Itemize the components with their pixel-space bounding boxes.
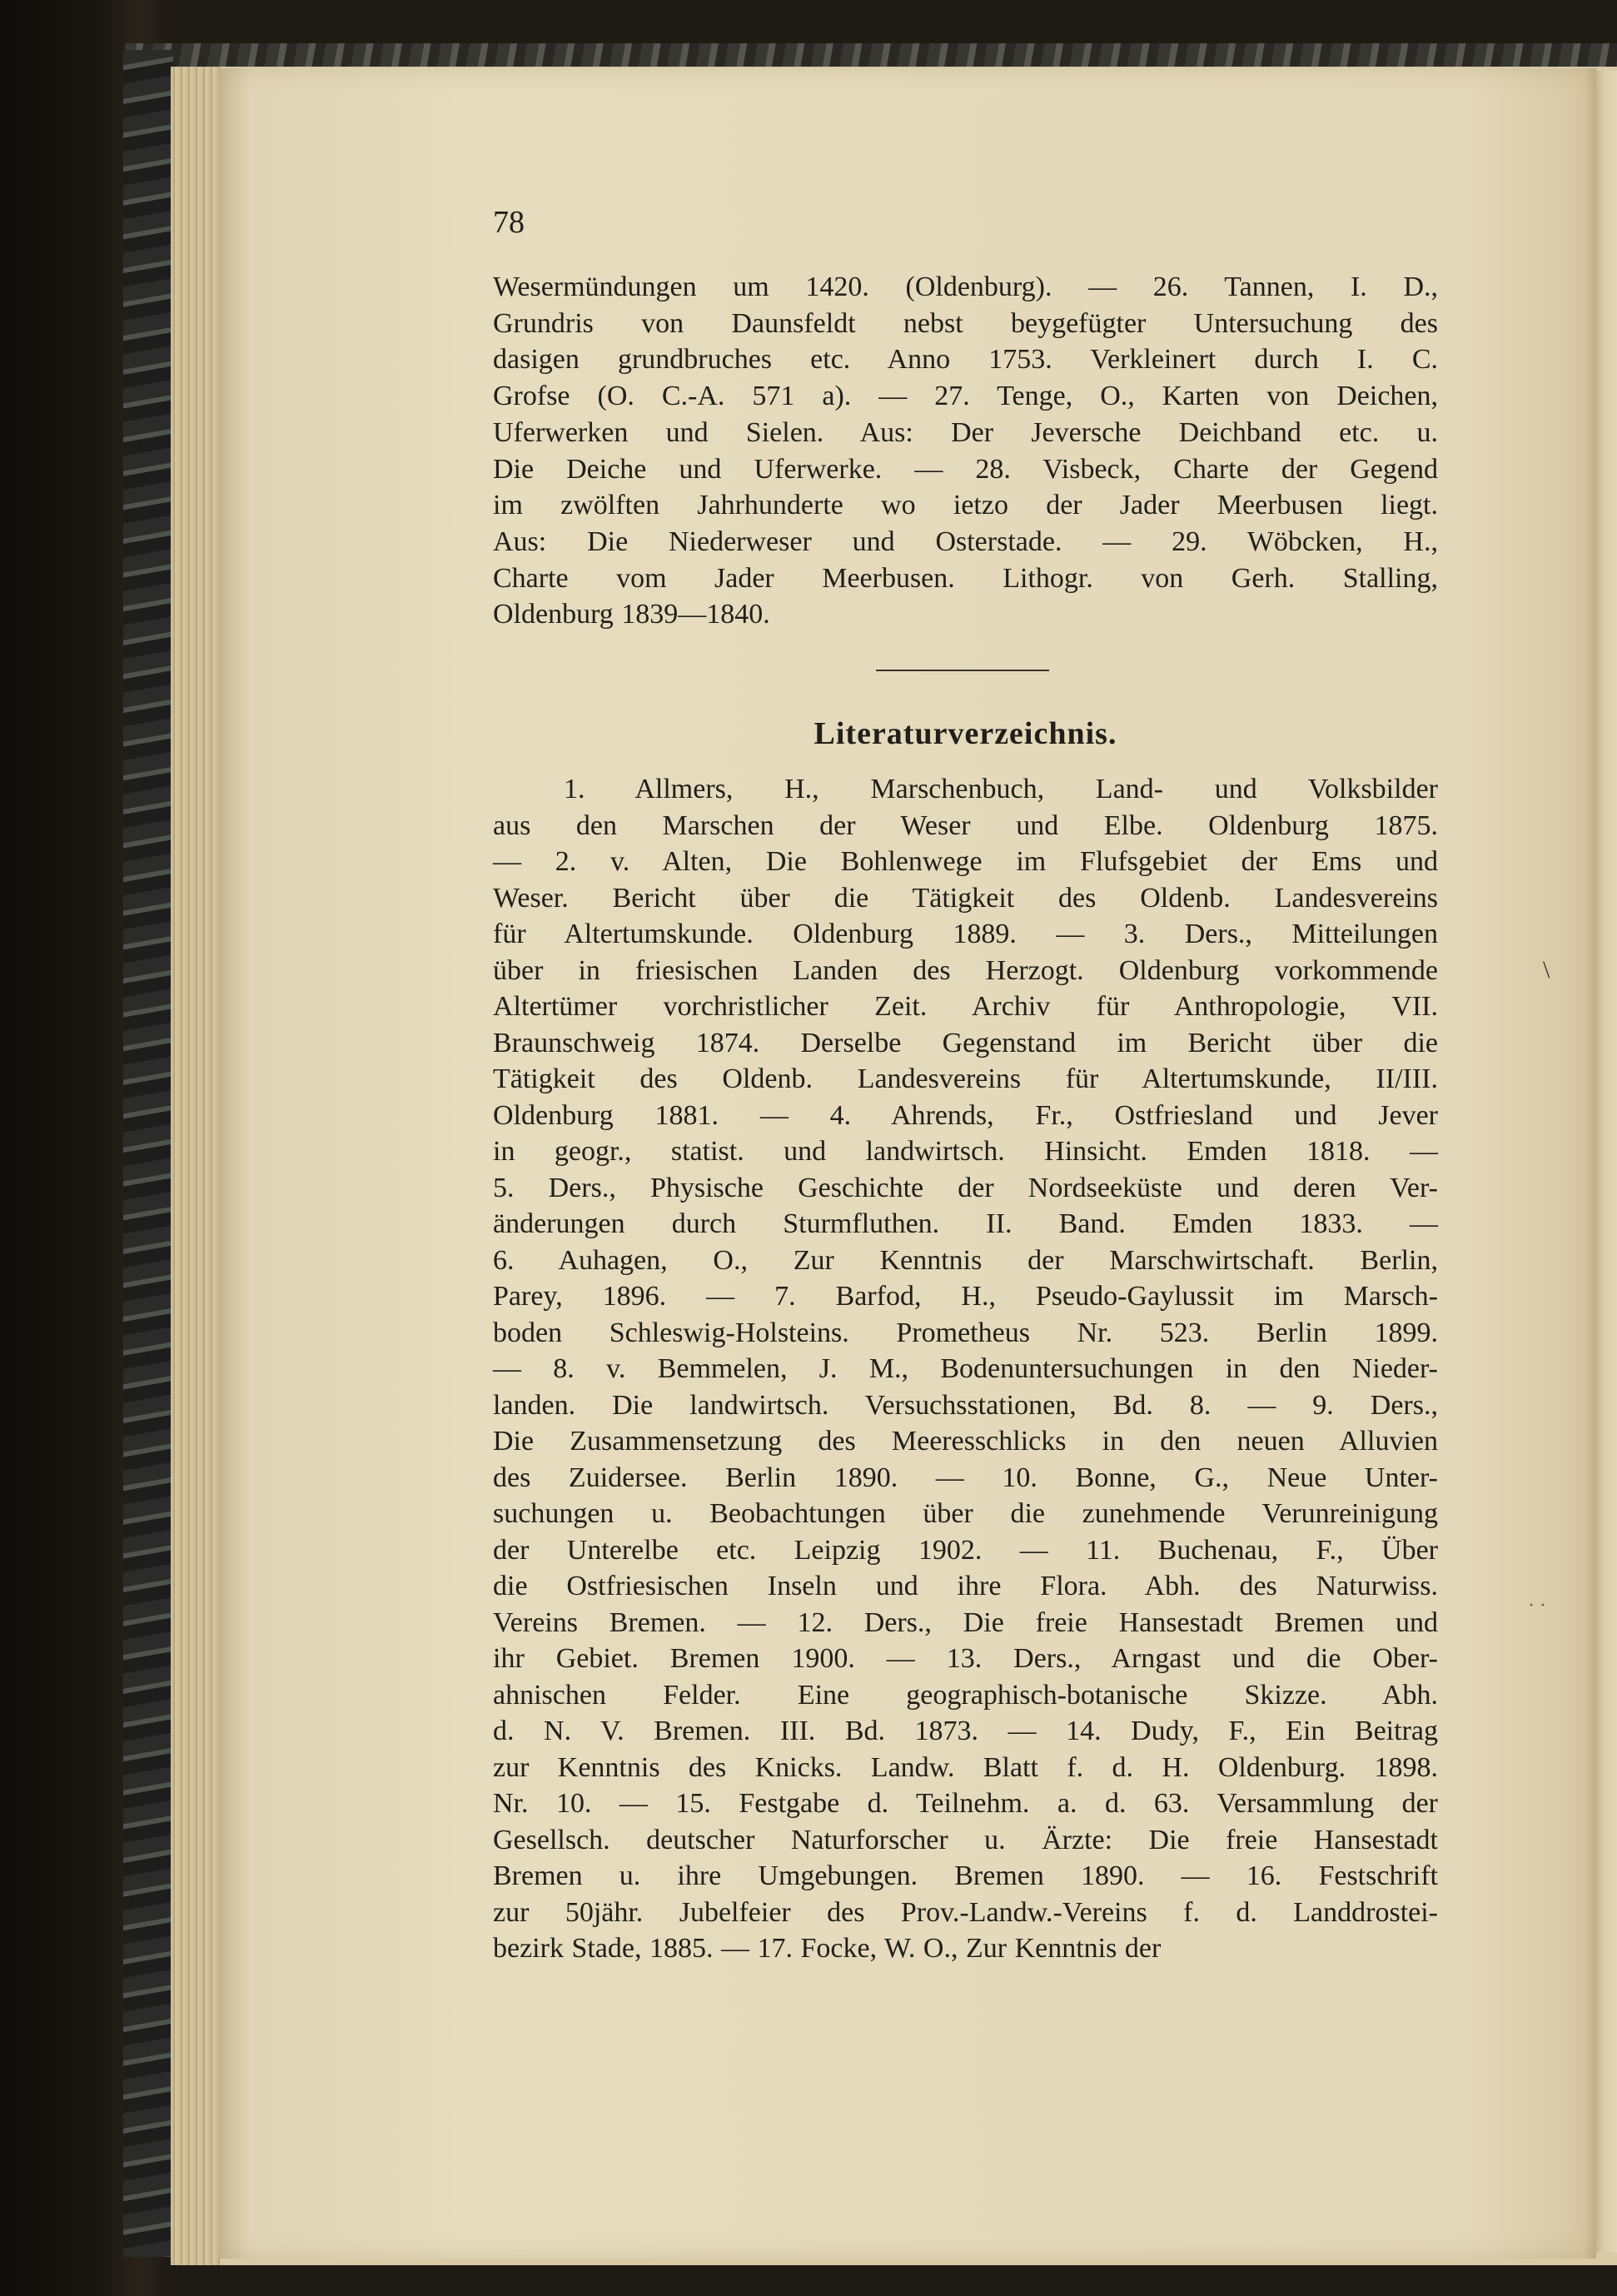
text-line: über in friesischen Landen des Herzogt. Oldenburg vorkommende — [493, 954, 1438, 986]
text-line: zur Kenntnis des Knicks. Landw. Blatt f. d. H. Oldenburg. 1898. — [493, 1751, 1438, 1783]
text-line: des Zuidersee. Berlin 1890. — 10. Bonne, G., Neue Unter- — [493, 1462, 1438, 1493]
text-line: aus den Marschen der Weser und Elbe. Oldenburg 1875. — [493, 809, 1438, 841]
section-divider — [876, 670, 1049, 671]
text-line: Oldenburg 1881. — 4. Ahrends, Fr., Ostfriesland und Jever — [493, 1099, 1438, 1131]
text-line: landen. Die landwirtsch. Versuchsstationen, Bd. 8. — 9. Ders., — [493, 1389, 1438, 1421]
text-line: Uferwerken und Sielen. Aus: Der Jeversche Deichband etc. u. — [493, 416, 1438, 448]
text-line: — 2. v. Alten, Die Bohlenwege im Flufsgebiet der Ems und — [493, 846, 1438, 877]
text-line: 6. Auhagen, O., Zur Kenntnis der Marschwirtschaft. Berlin, — [493, 1244, 1438, 1276]
text-line: Vereins Bremen. — 12. Ders., Die freie Hansestadt Bremen und — [493, 1606, 1438, 1638]
text-line: im zwölften Jahrhunderte wo ietzo der Jader Meerbusen liegt. — [493, 490, 1438, 521]
text-line: Tätigkeit des Oldenb. Landesvereins für Altertumskunde, II/III. — [493, 1063, 1438, 1094]
text-line: dasigen grundbruches etc. Anno 1753. Verkleinert durch I. C. — [493, 344, 1438, 376]
text-line: d. N. V. Bremen. III. Bd. 1873. — 14. Dudy, F., Ein Beitrag — [493, 1716, 1438, 1746]
text-line: Charte vom Jader Meerbusen. Lithogr. von Gerh. Stalling, — [493, 562, 1438, 594]
text-line: 1. Allmers, H., Marschenbuch, Land- und Volksbilder — [564, 774, 1438, 804]
text-line: die Ostfriesischen Inseln und ihre Flora. Abh. des Naturwiss. — [493, 1571, 1438, 1601]
text-line: suchungen u. Beobachtungen über die zunehmende Verunreinigung — [493, 1498, 1438, 1529]
margin-mark: \ — [1543, 956, 1550, 984]
text-line: Grundris von Daunsfeldt nebst beygefügter Untersuchung des — [493, 307, 1438, 339]
text-line: Grofse (O. C.-A. 571 a). — 27. Tenge, O., Karten von Deichen, — [493, 381, 1438, 412]
section-heading: Literaturverzeichnis. — [813, 716, 1117, 751]
text-line: ihr Gebiet. Bremen 1900. — 13. Ders., Arngast und die Ober- — [493, 1643, 1438, 1674]
text-line: 5. Ders., Physische Geschichte der Nordseeküste und deren Ver- — [493, 1172, 1438, 1203]
marbled-cover-spine — [123, 50, 173, 2257]
text-line: — 8. v. Bemmelen, J. M., Bodenuntersuchungen in den Nieder- — [493, 1353, 1438, 1384]
text-line: Bremen u. ihre Umgebungen. Bremen 1890. — 16. Festschrift — [493, 1860, 1438, 1891]
text-line: Die Zusammensetzung des Meeresschlicks in den neuen Alluvien — [493, 1426, 1438, 1457]
text-line: boden Schleswig-Holsteins. Prometheus Nr. 523. Berlin 1899. — [493, 1317, 1438, 1348]
text-line: Wesermündungen um 1420. (Oldenburg). — 26. Tannen, I. D., — [493, 271, 1438, 302]
text-line: Aus: Die Niederweser und Osterstade. — 29. Wöbcken, H., — [493, 525, 1438, 557]
text-line: Altertümer vorchristlicher Zeit. Archiv für Anthropologie, VII. — [493, 991, 1438, 1022]
text-line: änderungen durch Sturmfluthen. II. Band. Emden 1833. — — [493, 1208, 1438, 1239]
text-line: Oldenburg 1839—1840. — [493, 599, 770, 630]
text-line: Nr. 10. — 15. Festgabe d. Teilnehm. a. d. 63. Versammlung der — [493, 1788, 1438, 1819]
text-line: in geogr., statist. und landwirtsch. Hinsicht. Emden 1818. — — [493, 1136, 1438, 1167]
text-line: ahnischen Felder. Eine geographisch-botanische Skizze. Abh. — [493, 1679, 1438, 1711]
text-line: Die Deiche und Uferwerke. — 28. Visbeck, Charte der Gegend — [493, 453, 1438, 485]
text-line: bezirk Stade, 1885. — 17. Focke, W. O., Zur Kenntnis der — [493, 1933, 1162, 1964]
text-line: zur 50jähr. Jubelfeier des Prov.-Landw.-Vereins f. d. Landdrostei- — [493, 1896, 1438, 1928]
margin-dots: · · — [1528, 1595, 1546, 1616]
text-line: Parey, 1896. — 7. Barfod, H., Pseudo-Gaylussit im Marsch- — [493, 1281, 1438, 1312]
text-line: für Altertumskunde. Oldenburg 1889. — 3. Ders., Mitteilungen — [493, 919, 1438, 949]
text-line: Braunschweig 1874. Derselbe Gegenstand im Bericht über die — [493, 1027, 1438, 1058]
text-line: der Unterelbe etc. Leipzig 1902. — 11. Buchenau, F., Über — [493, 1534, 1438, 1566]
page-number: 78 — [493, 205, 525, 240]
page-edges — [171, 67, 221, 2265]
text-line: Weser. Bericht über die Tätigkeit des Oldenb. Landesvereins — [493, 882, 1438, 914]
text-line: Gesellsch. deutscher Naturforscher u. Ärzte: Die freie Hansestadt — [493, 1824, 1438, 1855]
